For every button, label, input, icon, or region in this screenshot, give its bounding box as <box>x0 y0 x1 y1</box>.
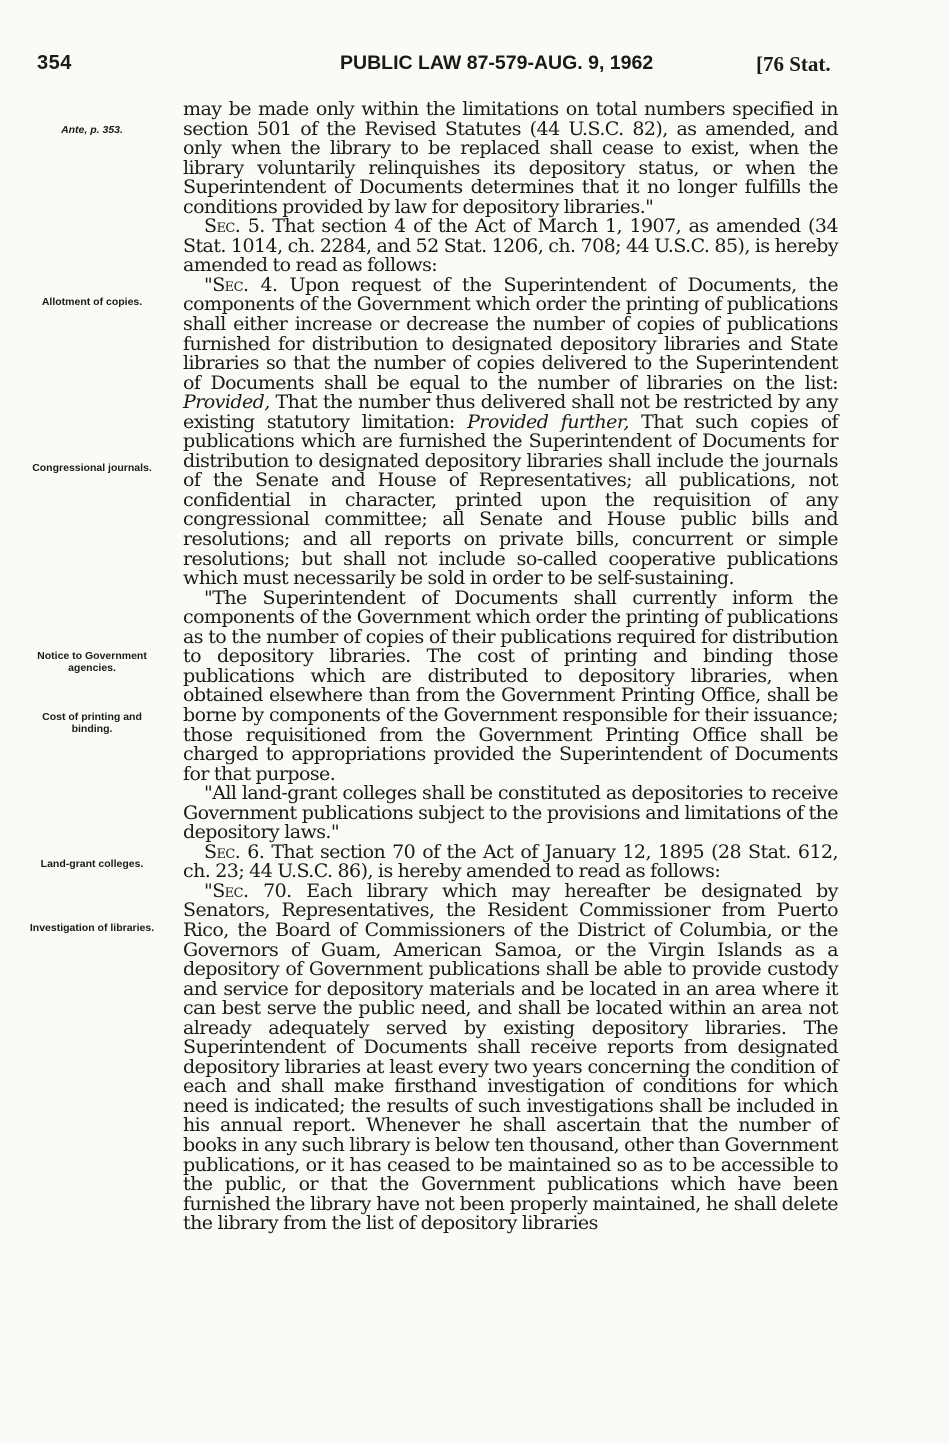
paragraph-continuation: may be made only within the limitations on total numbers specified in section 501 of the Revised Statutes (44 U.S.C. 82), as amended, and only when the library to be replaced shall cease to exist, when the library voluntarily relinquishes its depository status, or when the Superintendent of Documents determines that it no longer fulfills the conditions provided by law for depository libraries." <box>183 98 838 218</box>
paragraph-section-5: Sec. 5. That section 4 of the Act of March 1, 1907, as amended (34 Stat. 1014, ch. 2284, and 52 Stat. 1206, ch. 708; 44 U.S.C. 85), is hereby amended to read as follows: <box>183 215 838 277</box>
proviso: Provided, <box>183 391 270 414</box>
running-title: PUBLIC LAW 87-579-AUG. 9, 1962 <box>340 52 654 74</box>
margin-note-congressional-journals: Congressional journals. <box>32 462 152 474</box>
paragraph-section-70: "Sec. 70. Each library which may hereafter be designated by Senators, Representatives, the Resident Commissioner from Puerto Rico, the Board of Commissioners of the District of Columbia, or the Governors of Guam, American Samoa, or the Virgin Islands as a depository of Government publications shall be able to provide custody and service for depository materials and be located in an area where it can best serve the public need, and shall be located within an area not already adequately served by existing depository libraries. The Superintendent of Documents shall receive reports from designated depository libraries at least every two years concerning the condition of each and shall make firsthand investigation of conditions for which need is indicated; the results of such investigations shall be included in his annual report. Whenever he shall ascertain that the number of books in any such library is below ten thousand, other than Government publications, or it has ceased to be maintained so as to be accessible to the public, or that the Government publications which have been furnished the library have not been properly maintained, he shall delete the library from the list of depository libraries <box>183 879 838 1235</box>
paragraph-land-grant: "All land-grant colleges shall be constituted as depositories to receive Government publications subject to the provisions and limitations of the depository laws." <box>183 782 838 844</box>
margin-note-allotment: Allotment of copies. <box>41 296 143 308</box>
statute-volume: [76 Stat. <box>756 52 831 76</box>
margin-note-notice: Notice to Government agencies. <box>37 650 147 674</box>
paragraph-section-6: Sec. 6. That section 70 of the Act of January 12, 1895 (28 Stat. 612, ch. 23; 44 U.S.C. 86), is hereby amended to read as follows: <box>183 840 839 883</box>
page-number: 354 <box>37 52 72 74</box>
statute-body <box>183 100 838 1234</box>
margin-note-land-grant: Land-grant colleges. <box>40 858 144 870</box>
margin-note-cost: Cost of printing and binding. <box>42 711 142 735</box>
margin-note-ante: Ante, p. 353. <box>61 124 123 136</box>
margin-note-investigation: Investigation of libraries. <box>29 922 155 934</box>
section-lead: "Sec. 70. <box>204 879 292 902</box>
page-header <box>0 52 949 82</box>
proviso: Provided further, <box>467 410 629 433</box>
section-lead: Sec. 5. <box>204 215 265 238</box>
section-lead: "Sec. 4. <box>204 273 278 296</box>
section-lead: Sec. 6. <box>204 840 265 863</box>
paragraph-section-4: "Sec. 4. Upon request of the Superintendent of Documents, the components of the Government which order the printing of publications shall either increase or decrease the number of copies of publications furnished for distribution to designated depository libraries and State libraries so that the number of copies delivered to the Superintendent of Documents shall be equal to the number of libraries on the list: Provided, That the number thus delivered shall not be restricted by any existing statutory limitation: Provided further, That such copies of publications which are furnished the Superintendent of Documents for distribution to designated depository libraries shall include the journals of the Senate and House of Representatives; all publications, not confidential in character, printed upon the requisition of any congressional committee; all Senate and House public bills and resolutions; and all reports on private bills, concurrent or simple resolutions; but shall not include so-called cooperative publications which must necessarily be sold in order to be self-sustaining. <box>183 273 839 590</box>
paragraph-notice: "The Superintendent of Documents shall currently inform the components of the Government which order the printing of publications as to the number of copies of their publications required for distribution to depository libraries. The cost of printing and binding those publications which are distributed to depository libraries, when obtained elsewhere than from the Government Printing Office, shall be borne by components of the Government responsible for their issuance; those requisitioned from the Government Printing Office shall be charged to appropriations provided the Superintendent of Documents for that purpose. <box>183 586 838 785</box>
